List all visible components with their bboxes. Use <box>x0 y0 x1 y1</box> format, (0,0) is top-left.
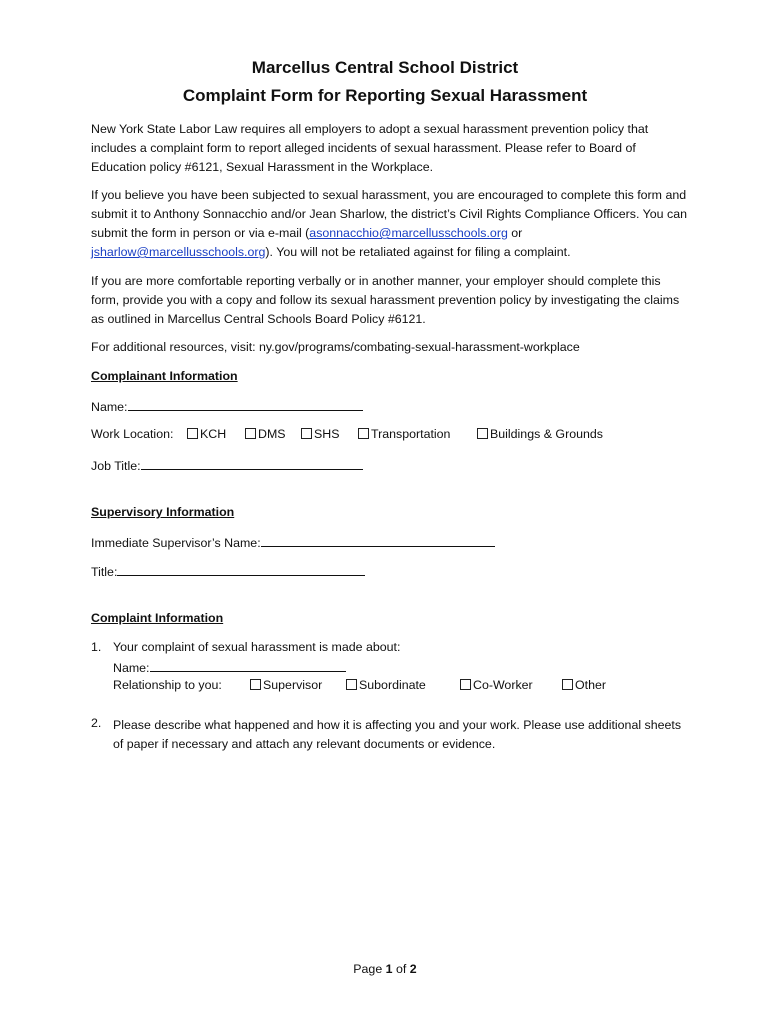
supervisor-title-field[interactable] <box>117 563 365 576</box>
supervisor-title-label: Title: <box>91 565 118 579</box>
location-label-kch: KCH <box>200 427 227 441</box>
supervisor-name-field[interactable] <box>261 534 495 547</box>
supervisor-name-label: Immediate Supervisor’s Name: <box>91 536 261 550</box>
intro-or-text: or <box>507 226 523 240</box>
checkbox-icon[interactable] <box>358 428 369 439</box>
location-label-transportation: Transportation <box>371 427 451 441</box>
relationship-option-other[interactable] <box>562 678 606 692</box>
complaint-heading: Complaint Information <box>91 611 224 625</box>
supervisor-name-row <box>91 534 495 550</box>
page-label: Page <box>353 962 386 976</box>
checkbox-icon[interactable] <box>250 679 261 690</box>
relationship-option-subordinate[interactable] <box>346 678 426 692</box>
checkbox-icon[interactable] <box>301 428 312 439</box>
intro-paragraph-2-end: ). You will not be retaliated against for filing a complaint. <box>265 245 571 259</box>
location-option-shs[interactable] <box>301 427 339 441</box>
relationship-option-supervisor[interactable] <box>250 678 322 692</box>
page-total: 2 <box>409 962 417 976</box>
complainant-name-label: Name: <box>91 400 128 414</box>
email-link-sonnacchio[interactable]: asonnacchio@marcellusschools.org <box>309 226 508 240</box>
district-title: Marcellus Central School District <box>251 58 519 77</box>
form-title: Complaint Form for Reporting Sexual Harassment <box>182 86 588 105</box>
subject-name-row <box>113 659 346 675</box>
page-footer <box>0 962 770 976</box>
relationship-label-subordinate: Subordinate <box>359 678 426 692</box>
intro-paragraph-3: If you are more comfortable reporting verbally or in another manner, your employer should complete this form, provide you with a copy and follow its sexual harassment prevention policy by investigating the claims as outlined in Marcellus Central Schools Board Policy #6121. <box>91 274 680 326</box>
location-label-buildings-grounds: Buildings & Grounds <box>490 427 603 441</box>
complainant-name-field[interactable] <box>128 398 363 411</box>
email-link-sharlow[interactable]: jsharlow@marcellusschools.org <box>91 245 266 259</box>
location-option-buildings-grounds[interactable] <box>477 427 603 441</box>
intro-paragraph-2 <box>91 186 691 262</box>
checkbox-icon[interactable] <box>187 428 198 439</box>
checkbox-icon[interactable] <box>460 679 471 690</box>
location-label-dms: DMS <box>258 427 286 441</box>
checkbox-icon[interactable] <box>245 428 256 439</box>
location-option-transportation[interactable] <box>358 427 450 441</box>
resources-text: For additional resources, visit: ny.gov/programs/combating-sexual-harassment-workplace <box>91 340 580 354</box>
checkbox-icon[interactable] <box>346 679 357 690</box>
intro-paragraph-2-text: If you believe you have been subjected to sexual harassment, you are encouraged to complete this form and submit it to Anthony Sonnacchio and/or Jean Sharlow, the district’s Civil Rights Compliance Officers. You can submit the form in person or via e-mail ( <box>91 188 687 240</box>
intro-paragraph-1: New York State Labor Law requires all employers to adopt a sexual harassment prevention policy that includes a complaint form to report alleged incidents of sexual harassment. Please refer to Board of Education policy #6121, Sexual Harassment in the Workplace. <box>91 122 649 174</box>
subject-name-field[interactable] <box>150 659 346 672</box>
page-of-label: of <box>392 962 410 976</box>
question-2-text: Please describe what happened and how it is affecting you and your work. Please use additional sheets of paper if necessary and attach any relevant documents or evidence. <box>113 718 682 751</box>
relationship-label-co-worker: Co-Worker <box>473 678 533 692</box>
relationship-label: Relationship to you: <box>113 678 222 692</box>
subject-name-label: Name: <box>113 661 150 675</box>
location-label-shs: SHS <box>314 427 340 441</box>
job-title-row <box>91 457 363 473</box>
supervisor-title-row <box>91 563 365 579</box>
location-option-dms[interactable] <box>245 427 286 441</box>
complainant-name-row <box>91 398 363 414</box>
question-1-text: Your complaint of sexual harassment is made about: <box>113 640 401 654</box>
relationship-option-co-worker[interactable] <box>460 678 533 692</box>
checkbox-icon[interactable] <box>477 428 488 439</box>
supervisory-heading: Supervisory Information <box>91 505 235 519</box>
checkbox-icon[interactable] <box>562 679 573 690</box>
question-1-number: 1. <box>91 640 102 654</box>
page-current: 1 <box>385 962 393 976</box>
job-title-field[interactable] <box>141 457 363 470</box>
relationship-label-other: Other <box>575 678 606 692</box>
job-title-label: Job Title: <box>91 459 141 473</box>
location-option-kch[interactable] <box>187 427 226 441</box>
question-2-number: 2. <box>91 716 102 730</box>
work-location-label: Work Location: <box>91 427 174 441</box>
relationship-label-supervisor: Supervisor <box>263 678 323 692</box>
complainant-heading: Complainant Information <box>91 369 238 383</box>
